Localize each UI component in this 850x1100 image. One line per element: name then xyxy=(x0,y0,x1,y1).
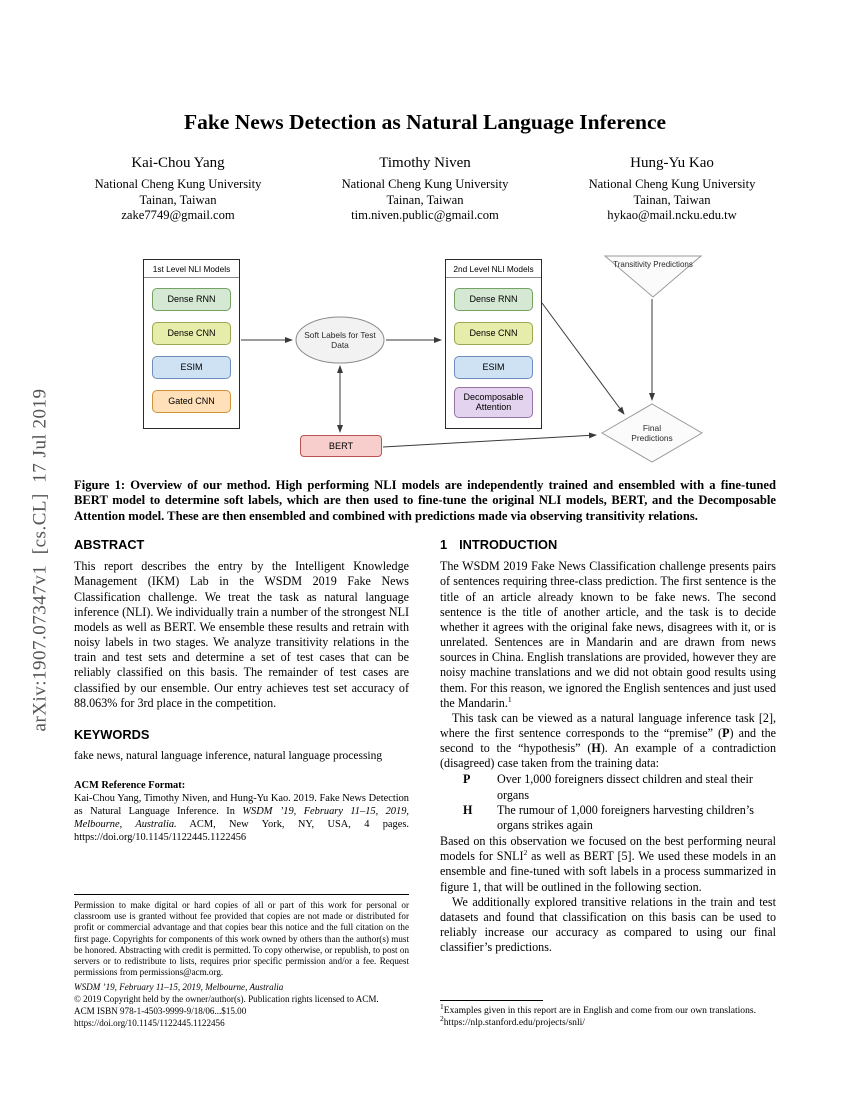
level2-models-title: 2nd Level NLI Models xyxy=(446,260,541,278)
example-premise-row xyxy=(440,772,776,802)
arxiv-watermark-text: arXiv:1907.07347v1 [cs.CL] 17 Jul 2019 xyxy=(29,388,51,732)
left-column xyxy=(74,537,409,1029)
arrow-bert-to-final xyxy=(383,435,596,447)
intro-paragraph-4: We additionally explored transitive relations in the train and test datasets and found that classification on this basis can be used to reliably increase our accuracy as compared to using our final classifier’s predictions. xyxy=(440,894,776,955)
author-affiliation: National Cheng Kung University xyxy=(94,177,262,191)
introduction-heading xyxy=(440,537,776,552)
footnote-2-text[interactable]: https://nlp.stanford.edu/projects/snli/ xyxy=(443,1016,585,1028)
conference-line: WSDM ’19, February 11–15, 2019, Melbourne, Australia xyxy=(74,981,284,992)
intro-paragraph-1-text: The WSDM 2019 Fake News Classification challenge presents pairs of sentences requiring three-class prediction. The first sentence is the title of an article already known to be fake news. The second sentence is the title of another article, and the task is to decide whether it agrees with the original fake news, disagrees with it, or is unrelated. Sentences are in Mandarin and are drawn from news sources in China. English translations are provided, however they are noisy machine translations and we did not obtain good results using them. For this reason, we ignored the English sentences and just used the Mandarin. xyxy=(440,559,776,710)
author-name: Kai-Chou Yang xyxy=(131,155,225,171)
section-number: 1 xyxy=(440,537,448,553)
dense-rnn-node: Dense RNN xyxy=(152,288,231,311)
copyright-block xyxy=(74,894,409,1029)
keywords-heading: KEYWORDS xyxy=(74,726,150,742)
intro-paragraph-2-text: This task can be viewed as a natural language inference task [2], where the first sentence corresponds to the “premise” ( xyxy=(440,710,776,740)
abstract-text: This report describes the entry by the Intelligent Knowledge Management (IKM) Lab in the WSDM 2019 Fake News Classification challenge. We treat the task as natural language inference (NLI). We individually train a number of the strongest NLI models as well as BERT. We ensemble these results and retrain with noisy labels in two stages. We analyze transitivity relations in the train and test sets and determine a set of test cases that can be reliably classified on this basis. The remainder of test cases are classified by our ensemble. Our entry achieves test set accuracy of 88.063% for 3rd place in the competition. xyxy=(74,559,409,710)
hypothesis-text: The rumour of 1,000 foreigners harvesting children’s organs strikes again xyxy=(497,802,754,832)
esim-node: ESIM xyxy=(454,356,533,379)
author-1 xyxy=(76,155,281,224)
hypothesis-symbol: H xyxy=(591,741,601,756)
premise-hypothesis-example xyxy=(440,772,776,833)
soft-labels-label: Soft Labels for Test Data xyxy=(304,329,376,350)
gated-cnn-node: Gated CNN xyxy=(152,390,231,413)
footnote-marker-2: 2 xyxy=(523,848,528,858)
hypothesis-label: H xyxy=(463,802,473,817)
level1-models-title: 1st Level NLI Models xyxy=(144,260,239,278)
permission-text: Permission to make digital or hard copies of all or part of this work for personal or classroom use is granted without fee provided that copies are not made or distributed for profit or commercial advantage and that copies bear this notice and the full citation on the first page. Copyrights for components of this work owned by others than the author(s) must be honored. Abstracting with credit is permitted. To copy otherwise, or republish, to post on servers or to redistribute to lists, requires prior specific permission and/or a fee. Request permissions from permissions@acm.org. xyxy=(74,900,409,977)
copyright-line: © 2019 Copyright held by the owner/author(s). Publication rights licensed to ACM. xyxy=(74,994,379,1004)
intro-paragraph-2: This task can be viewed as a natural language inference task [2], where the first sentence corresponds to the “premise” (P) and the second to the “hypothesis” (H). An example of a contradiction (disagreed) case taken from the training data: xyxy=(440,710,776,771)
doi-line[interactable]: https://doi.org/10.1145/1122445.1122456 xyxy=(74,1018,225,1029)
paper-title: Fake News Detection as Natural Language Inference xyxy=(183,110,667,134)
author-email[interactable]: zake7749@gmail.com xyxy=(121,208,235,222)
arxiv-watermark xyxy=(24,300,56,820)
abstract-heading: ABSTRACT xyxy=(74,537,145,553)
premise-symbol: P xyxy=(722,726,730,740)
figure-1-diagram xyxy=(135,251,715,467)
bert-node: BERT xyxy=(300,435,382,457)
acm-ref-venue: WSDM ’19, February 11–15, 2019, Melbourne, Australia. xyxy=(74,805,409,830)
transitivity-predictions-label: Transitivity Predictions xyxy=(613,259,693,269)
two-column-body xyxy=(74,537,776,1029)
copyright-rule xyxy=(74,894,409,895)
dense-rnn-node: Dense RNN xyxy=(454,288,533,311)
footnote-1-text: Examples given in this report are in English and come from our own translations. xyxy=(443,1004,757,1016)
author-location: Tainan, Taiwan xyxy=(633,192,711,207)
isbn-line: ACM ISBN 978-1-4503-9999-9/18/06...$15.00 xyxy=(74,1006,247,1017)
author-affiliation: National Cheng Kung University xyxy=(588,177,756,191)
footnote-rule xyxy=(440,1000,543,1001)
footnotes-block xyxy=(440,1000,756,1030)
section-title: INTRODUCTION xyxy=(459,537,558,553)
author-name: Hung-Yu Kao xyxy=(630,155,714,171)
footnote-1-number: 1 xyxy=(440,1001,444,1011)
author-affiliation: National Cheng Kung University xyxy=(341,177,509,191)
example-hypothesis-row xyxy=(440,803,776,833)
arrow-level2-to-final xyxy=(542,303,624,414)
footnote-marker-1: 1 xyxy=(507,694,512,704)
author-name: Timothy Niven xyxy=(379,155,471,171)
right-column xyxy=(440,537,776,1029)
dense-cnn-node: Dense CNN xyxy=(454,322,533,345)
level2-models-box xyxy=(445,259,542,429)
intro-paragraph-1 xyxy=(440,559,776,711)
author-block xyxy=(0,155,850,224)
author-2 xyxy=(323,155,528,224)
final-predictions-label: Final Predictions xyxy=(631,422,673,443)
author-3 xyxy=(570,155,775,224)
author-email[interactable]: tim.niven.public@gmail.com xyxy=(351,208,499,222)
dense-cnn-node: Dense CNN xyxy=(152,322,231,345)
footnote-2 xyxy=(440,1013,756,1029)
intro-paragraph-3-text: Based on this observation we focused on the best performing neural models for SNLI xyxy=(440,834,776,864)
acm-ref-part2[interactable]: ACM, New York, NY, USA, 4 pages. https://doi.org/10.1145/1122445.1122456 xyxy=(74,818,409,843)
level1-models-box xyxy=(143,259,240,429)
acm-ref-part1: Kai-Chou Yang, Timothy Niven, and Hung-Yu Kao. 2019. Fake News Detection as Natural Language Inference. In xyxy=(74,792,409,817)
esim-node: ESIM xyxy=(152,356,231,379)
decomposable-attention-node: Decomposable Attention xyxy=(454,387,533,418)
premise-text: Over 1,000 foreigners dissect children and steal their organs xyxy=(497,772,753,802)
author-location: Tainan, Taiwan xyxy=(139,192,217,207)
keywords-text: fake news, natural language inference, natural language processing xyxy=(74,749,383,762)
intro-paragraph-3: Based on this observation we focused on the best performing neural models for SNLI$^2$ as well as BERT [5]. We used these models in an ensemble and fine-tuned with soft labels in a process summarized in figure 1, that will be outlined in the following section. xyxy=(440,834,776,894)
footnote-2-number: 2 xyxy=(440,1013,444,1023)
footnote-1 xyxy=(440,1001,757,1017)
premise-label: P xyxy=(463,772,471,787)
author-location: Tainan, Taiwan xyxy=(386,192,464,207)
author-email[interactable]: hykao@mail.ncku.edu.tw xyxy=(607,208,737,222)
acm-reference-heading: ACM Reference Format: xyxy=(74,779,186,791)
figure-1-caption: Figure 1: Overview of our method. High performing NLI models are independently trained and ensembled with a fine-tuned BERT model to determine soft labels, which are then used to fine-tune the original NLI models, BERT, and the Decomposable Attention model. These are then ensembled and combined with predictions made via observing transitivity relations. xyxy=(74,477,776,523)
acm-reference-text xyxy=(74,793,409,845)
